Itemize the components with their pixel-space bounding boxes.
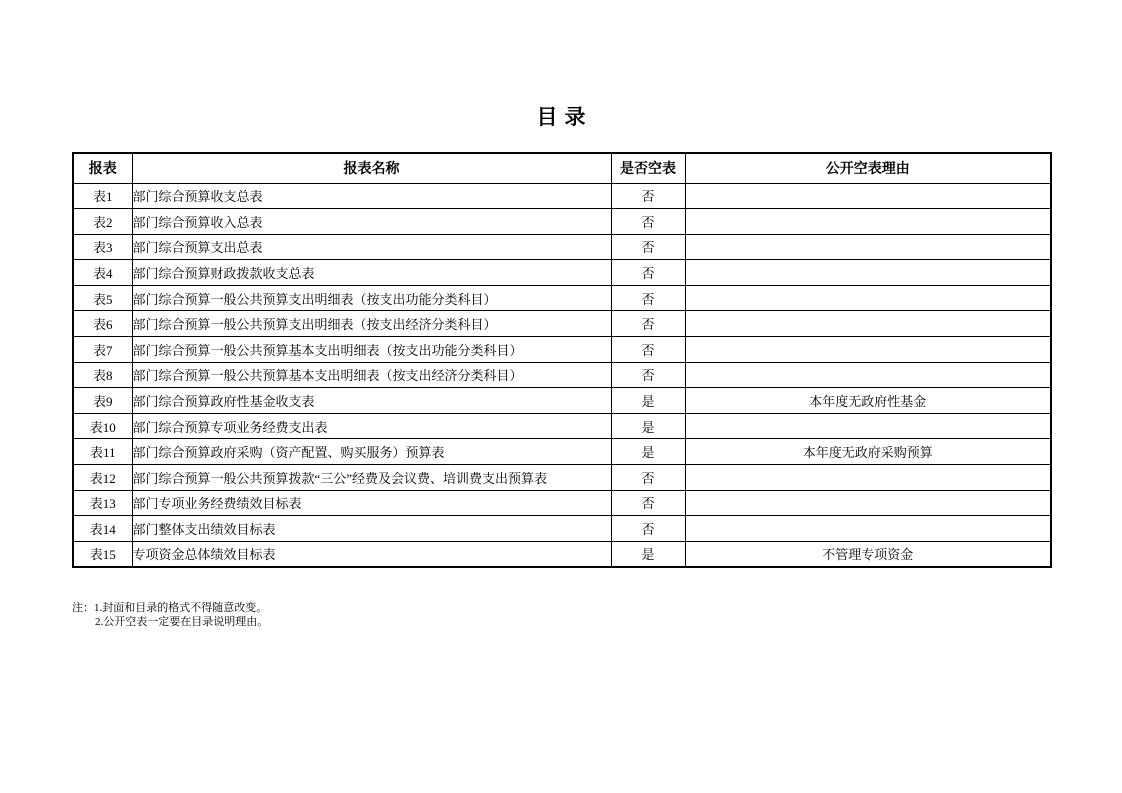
report-name-cell: 部门综合预算一般公共预算基本支出明细表（按支出功能分类科目） (132, 337, 611, 363)
table-row (73, 516, 1051, 542)
report-id-cell: 表9 (73, 388, 132, 414)
table-row (73, 337, 1051, 363)
col-header-report: 报表 (73, 153, 132, 183)
is-empty-cell: 否 (611, 234, 685, 260)
reason-cell: 本年度无政府性基金 (685, 388, 1051, 414)
reason-cell: 本年度无政府采购预算 (685, 439, 1051, 465)
reason-cell (685, 311, 1051, 337)
report-name-cell: 部门综合预算专项业务经费支出表 (132, 413, 611, 439)
table-header-row (73, 153, 1051, 183)
is-empty-cell: 否 (611, 490, 685, 516)
reason-cell (685, 413, 1051, 439)
reason-cell: 不管理专项资金 (685, 541, 1051, 567)
report-id-cell: 表3 (73, 234, 132, 260)
is-empty-cell: 否 (611, 260, 685, 286)
report-name-cell: 部门综合预算一般公共预算基本支出明细表（按支出经济分类科目） (132, 362, 611, 388)
report-id-cell: 表13 (73, 490, 132, 516)
table-row (73, 490, 1051, 516)
report-id-cell: 表8 (73, 362, 132, 388)
report-name-cell: 专项资金总体绩效目标表 (132, 541, 611, 567)
note-item-1: 1.封面和目录的格式不得随意改变。 (94, 602, 268, 614)
is-empty-cell: 否 (611, 516, 685, 542)
report-name-cell: 部门综合预算财政拨款收支总表 (132, 260, 611, 286)
col-header-reason: 公开空表理由 (685, 153, 1051, 183)
table-row (73, 234, 1051, 260)
is-empty-cell: 否 (611, 337, 685, 363)
is-empty-cell: 否 (611, 311, 685, 337)
report-name-cell: 部门综合预算政府性基金收支表 (132, 388, 611, 414)
report-id-cell: 表5 (73, 285, 132, 311)
is-empty-cell: 否 (611, 362, 685, 388)
table-row (73, 439, 1051, 465)
report-id-cell: 表2 (73, 209, 132, 235)
is-empty-cell: 是 (611, 439, 685, 465)
note-line-1 (72, 601, 268, 615)
table-row (73, 285, 1051, 311)
note-item-2: 2.公开空表一定要在目录说明理由。 (95, 616, 269, 628)
reason-cell (685, 209, 1051, 235)
report-id-cell: 表12 (73, 465, 132, 491)
is-empty-cell: 是 (611, 541, 685, 567)
table-row (73, 362, 1051, 388)
notes (72, 601, 268, 629)
report-id-cell: 表7 (73, 337, 132, 363)
report-name-cell: 部门综合预算一般公共预算支出明细表（按支出经济分类科目） (132, 311, 611, 337)
reason-cell (685, 465, 1051, 491)
col-header-isempty: 是否空表 (611, 153, 685, 183)
toc-table (72, 152, 1052, 568)
reason-cell (685, 260, 1051, 286)
report-id-cell: 表11 (73, 439, 132, 465)
report-id-cell: 表4 (73, 260, 132, 286)
report-id-cell: 表15 (73, 541, 132, 567)
report-name-cell: 部门整体支出绩效目标表 (132, 516, 611, 542)
page-title: 目录 (536, 105, 593, 129)
is-empty-cell: 否 (611, 183, 685, 209)
note-line-2 (72, 615, 268, 629)
table-row (73, 413, 1051, 439)
reason-cell (685, 516, 1051, 542)
report-name-cell: 部门综合预算政府采购（资产配置、购买服务）预算表 (132, 439, 611, 465)
report-name-cell: 部门综合预算收入总表 (132, 209, 611, 235)
reason-cell (685, 337, 1051, 363)
is-empty-cell: 否 (611, 465, 685, 491)
note-prefix: 注： (72, 602, 94, 614)
table-row (73, 183, 1051, 209)
report-id-cell: 表14 (73, 516, 132, 542)
report-id-cell: 表1 (73, 183, 132, 209)
is-empty-cell: 否 (611, 209, 685, 235)
report-name-cell: 部门综合预算一般公共预算拨款“三公”经费及会议费、培训费支出预算表 (132, 465, 611, 491)
table-row (73, 465, 1051, 491)
is-empty-cell: 是 (611, 388, 685, 414)
report-name-cell: 部门综合预算收支总表 (132, 183, 611, 209)
report-name-cell: 部门综合预算支出总表 (132, 234, 611, 260)
report-id-cell: 表10 (73, 413, 132, 439)
table-row (73, 209, 1051, 235)
reason-cell (685, 490, 1051, 516)
table-row (73, 541, 1051, 567)
reason-cell (685, 362, 1051, 388)
table-row (73, 311, 1051, 337)
is-empty-cell: 是 (611, 413, 685, 439)
is-empty-cell: 否 (611, 285, 685, 311)
reason-cell (685, 183, 1051, 209)
table-row (73, 388, 1051, 414)
col-header-name: 报表名称 (132, 153, 611, 183)
table-row (73, 260, 1051, 286)
report-name-cell: 部门综合预算一般公共预算支出明细表（按支出功能分类科目） (132, 285, 611, 311)
reason-cell (685, 234, 1051, 260)
report-id-cell: 表6 (73, 311, 132, 337)
reason-cell (685, 285, 1051, 311)
report-name-cell: 部门专项业务经费绩效目标表 (132, 490, 611, 516)
